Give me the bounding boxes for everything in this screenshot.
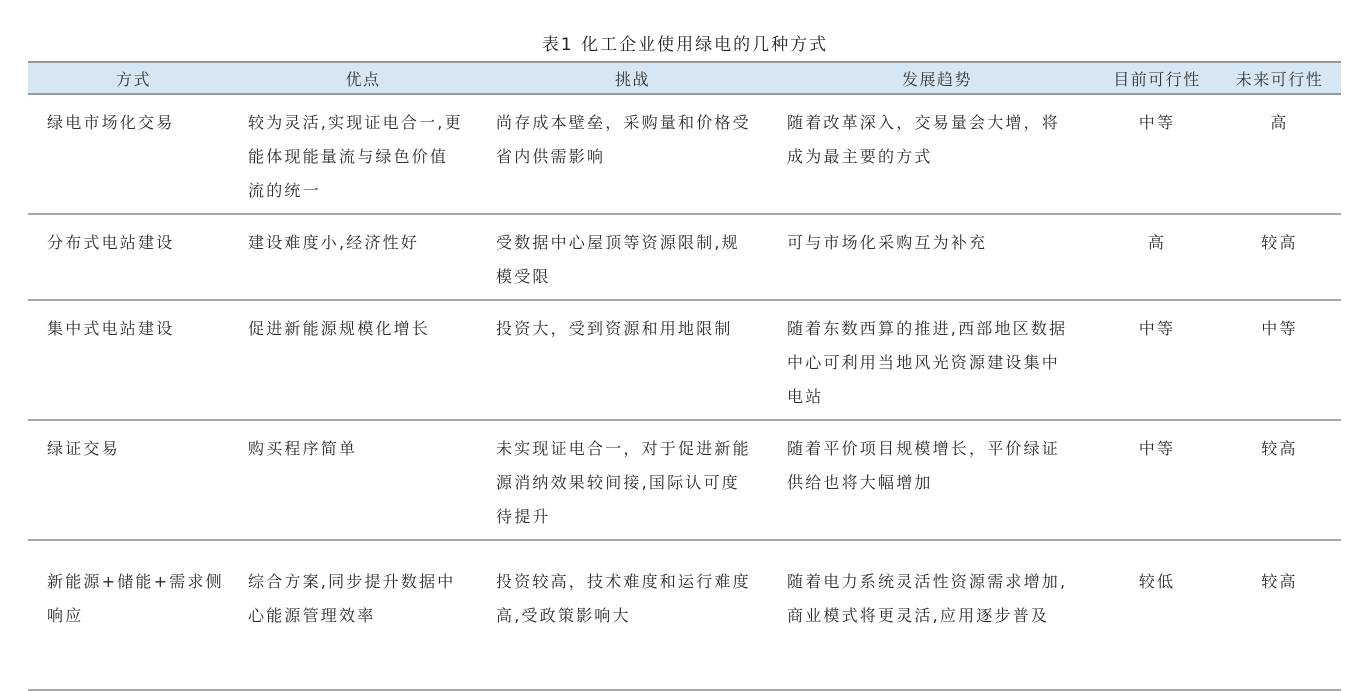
header-current-feasibility: 目前可行性 bbox=[1096, 62, 1218, 94]
header-future-feasibility: 未来可行性 bbox=[1218, 62, 1341, 94]
header-trend: 发展趋势 bbox=[778, 62, 1096, 94]
cell-challenge: 投资大，受到资源和用地限制 bbox=[487, 300, 778, 420]
cell-way: 分布式电站建设 bbox=[28, 214, 239, 300]
cell-current-feasibility: 较低 bbox=[1096, 540, 1218, 690]
table-row bbox=[28, 420, 1341, 540]
cell-advantage: 促进新能源规模化增长 bbox=[239, 300, 487, 420]
header-advantage: 优点 bbox=[239, 62, 487, 94]
table-row bbox=[28, 94, 1341, 214]
cell-current-feasibility: 中等 bbox=[1096, 300, 1218, 420]
cell-way: 绿证交易 bbox=[28, 420, 239, 540]
table-row bbox=[28, 540, 1341, 690]
table-caption: 表1 化工企业使用绿电的几种方式 bbox=[541, 35, 829, 55]
cell-advantage: 购买程序简单 bbox=[239, 420, 487, 540]
cell-trend: 随着平价项目规模增长，平价绿证供给也将大幅增加 bbox=[778, 420, 1096, 540]
cell-current-feasibility: 中等 bbox=[1096, 420, 1218, 540]
cell-challenge: 受数据中心屋顶等资源限制,规模受限 bbox=[487, 214, 778, 300]
cell-trend: 随着东数西算的推进,西部地区数据中心可利用当地风光资源建设集中电站 bbox=[778, 300, 1096, 420]
table-header-row bbox=[28, 62, 1341, 94]
cell-advantage: 综合方案,同步提升数据中心能源管理效率 bbox=[239, 540, 487, 690]
cell-trend: 随着电力系统灵活性资源需求增加,商业模式将更灵活,应用逐步普及 bbox=[778, 540, 1096, 690]
cell-trend: 随着改革深入，交易量会大增，将成为最主要的方式 bbox=[778, 94, 1096, 214]
cell-way: 集中式电站建设 bbox=[28, 300, 239, 420]
cell-current-feasibility: 高 bbox=[1096, 214, 1218, 300]
cell-future-feasibility: 较高 bbox=[1218, 420, 1341, 540]
cell-advantage: 建设难度小,经济性好 bbox=[239, 214, 487, 300]
cell-future-feasibility: 高 bbox=[1218, 94, 1341, 214]
cell-future-feasibility: 较高 bbox=[1218, 540, 1341, 690]
header-way: 方式 bbox=[28, 62, 239, 94]
cell-challenge: 未实现证电合一，对于促进新能源消纳效果较间接,国际认可度待提升 bbox=[487, 420, 778, 540]
cell-advantage: 较为灵活,实现证电合一,更能体现能量流与绿色价值流的统一 bbox=[239, 94, 487, 214]
cell-way: 新能源+储能+需求侧响应 bbox=[28, 540, 239, 690]
cell-future-feasibility: 中等 bbox=[1218, 300, 1341, 420]
cell-challenge: 投资较高，技术难度和运行难度高,受政策影响大 bbox=[487, 540, 778, 690]
cell-future-feasibility: 较高 bbox=[1218, 214, 1341, 300]
header-challenge: 挑战 bbox=[487, 62, 778, 94]
cell-trend: 可与市场化采购互为补充 bbox=[778, 214, 1096, 300]
green-power-table bbox=[28, 61, 1341, 691]
table-row bbox=[28, 214, 1341, 300]
cell-challenge: 尚存成本壁垒，采购量和价格受省内供需影响 bbox=[487, 94, 778, 214]
cell-way: 绿电市场化交易 bbox=[28, 94, 239, 214]
cell-current-feasibility: 中等 bbox=[1096, 94, 1218, 214]
table-row bbox=[28, 300, 1341, 420]
